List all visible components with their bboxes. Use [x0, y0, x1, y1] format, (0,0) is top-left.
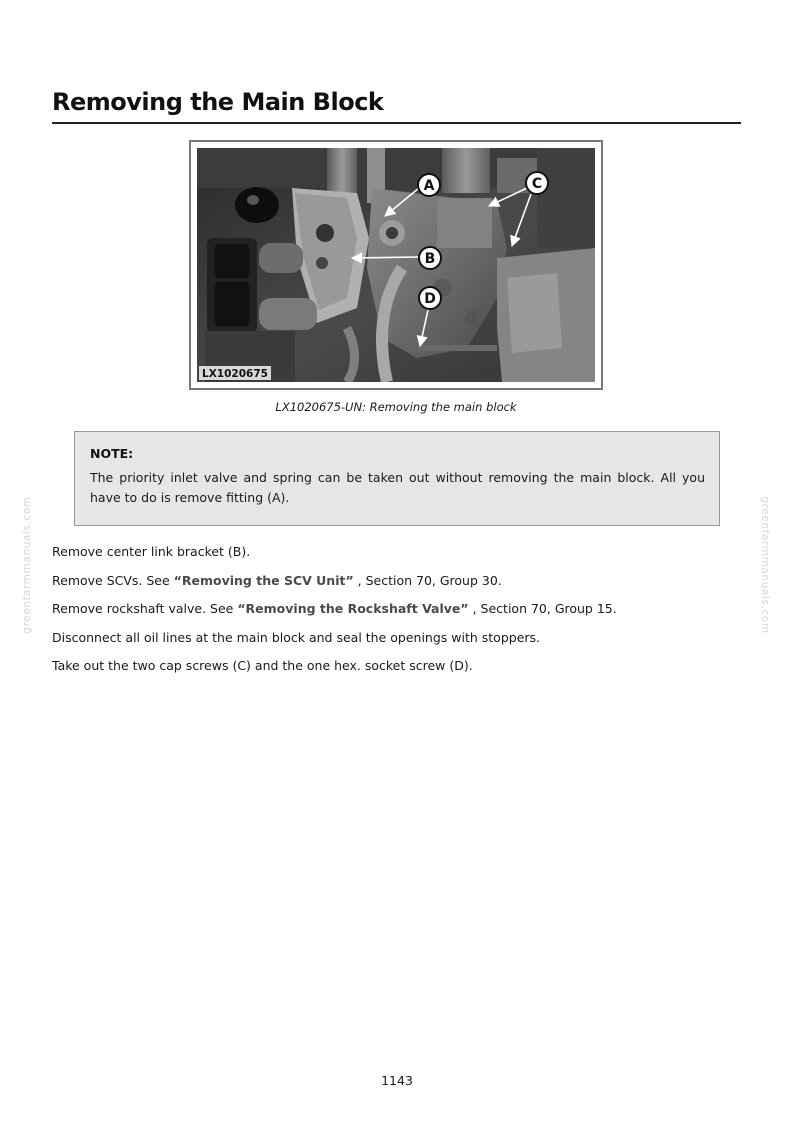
step-2: [52, 572, 742, 601]
callout-c: [526, 172, 548, 194]
note-text: The priority inlet valve and spring can be taken out without removing the main block. All you have to do is remove fitting (A).: [90, 470, 705, 505]
figure-frame: [189, 140, 603, 390]
removing-rockshaft-valve-link[interactable]: “Removing the Rockshaft Valve”: [237, 601, 469, 616]
figure-caption: LX1020675-UN: Removing the main block: [275, 400, 517, 414]
step-5: Take out the two cap screws (C) and the one hex. socket screw (D).: [52, 658, 473, 673]
svg-text:A: A: [423, 178, 435, 194]
step-3-reference: , Section 70, Group 15.: [468, 601, 617, 616]
step-4: Disconnect all oil lines at the main block and seal the openings with stoppers.: [52, 629, 541, 645]
note-title: NOTE:: [90, 446, 134, 461]
figure-image-code: LX1020675: [202, 368, 268, 380]
step-1: Remove center link bracket (B).: [52, 544, 251, 559]
callout-d: [419, 287, 441, 309]
page-title: Removing the Main Block: [52, 88, 384, 116]
watermark-right: greenfarmmanuals.com: [759, 496, 771, 634]
main-block-photo: [197, 148, 595, 382]
step-2-text: Remove SCVs. See: [52, 572, 174, 588]
step-3-text: Remove rockshaft valve. See: [52, 601, 238, 616]
note-box: [74, 431, 720, 526]
svg-text:D: D: [424, 291, 436, 307]
page-number: 1143: [381, 1073, 413, 1088]
procedure-steps: [52, 543, 742, 686]
step-3: [52, 600, 742, 629]
callout-b: [419, 247, 441, 269]
removing-scv-unit-link[interactable]: “Removing the SCV Unit”: [173, 572, 354, 588]
svg-text:C: C: [531, 176, 543, 192]
callout-b-arrow: [352, 257, 419, 258]
svg-text:B: B: [424, 251, 436, 267]
title-divider: [52, 122, 741, 124]
callout-a: [418, 174, 440, 196]
watermark-left: greenfarmmanuals.com: [21, 496, 33, 634]
step-2-reference: , Section 70, Group 30.: [353, 572, 502, 588]
